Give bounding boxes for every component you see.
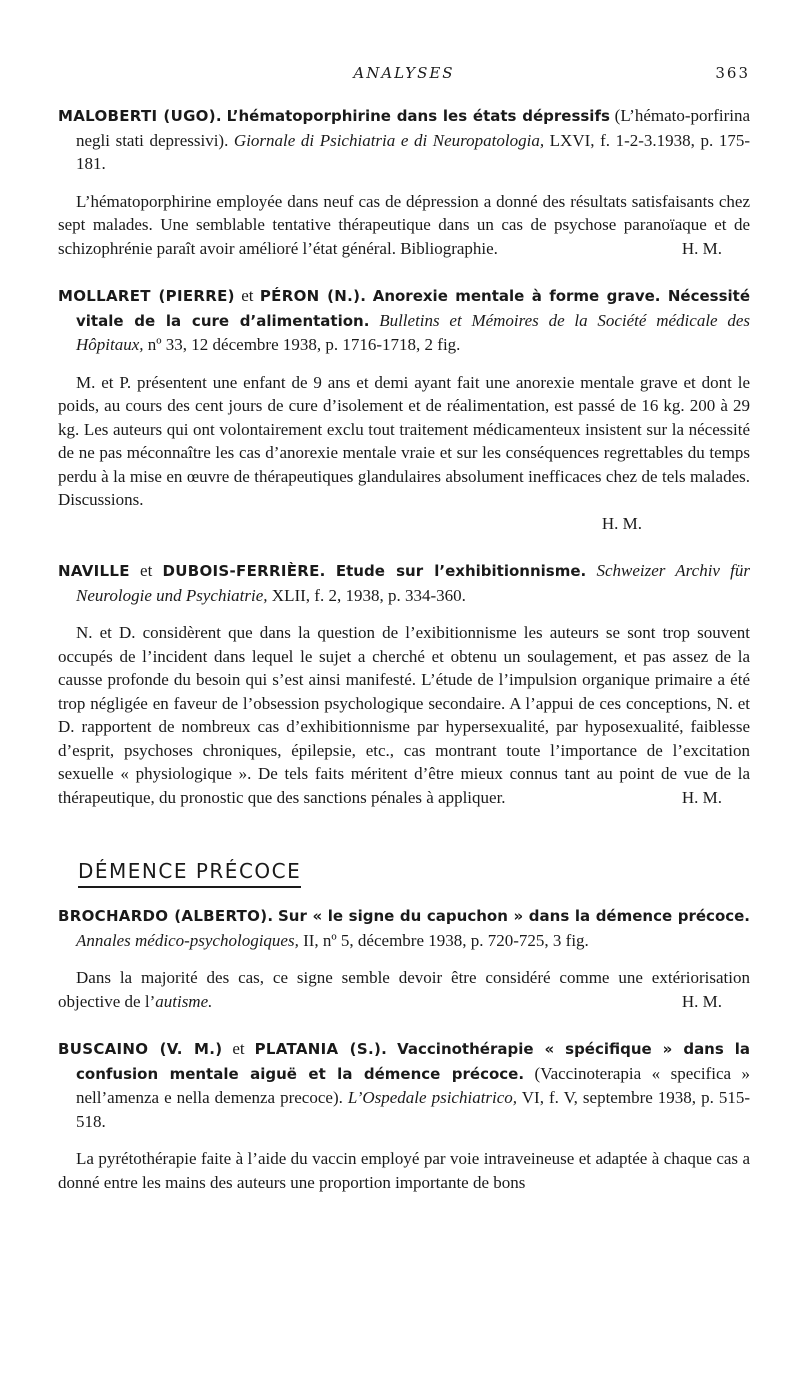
abstract-body: La pyrétothérapie faite à l’aide du vaccin employé par voie intraveineuse et adaptée à chaque cas a donné entre les mains des auteurs une proportion importante de bons [58, 1149, 750, 1192]
author-conjunction: et [129, 561, 163, 580]
abstract-body: M. et P. présentent une enfant de 9 ans et demi ayant fait une anorexie mentale grave et dont le poids, au cours des cent jours de cure d’isolement et de réalimentation, est passé de 16 kg. 200 à 29 kg. Les auteurs qui ont volontairement exclu tout traitement médicamenteux insistent sur la nécessité de ne pas méconnaître les cas d’anorexie mentale vraie et sur les conséquences regrettables du temps perdu à la mise en œuvre de thérapeutiques glandulaires absolument inefficaces chez de tels malades. Discussions. [58, 372, 750, 509]
review-entry-naville [58, 559, 750, 809]
author-conjunction: et [222, 1039, 255, 1058]
journal-name: Bulletins et Mémoires de la Société médicale des Hôpitaux, [76, 310, 751, 354]
running-header [58, 64, 750, 90]
review-entry-maloberti [58, 104, 750, 260]
review-entry-mollaret [58, 284, 750, 535]
author-name: NAVILLE [58, 562, 130, 580]
citation [58, 104, 750, 176]
article-title: Sur « le signe du capuchon » dans la démence précoce. [278, 907, 751, 925]
original-title: (L’hémato-porfirina negli stati depressivi). [76, 106, 751, 150]
journal-name: Schweizer Archiv für Neurologie und Psychiatrie, [76, 561, 751, 605]
reviewer-initials: H. M. [601, 513, 642, 533]
publication-details: LXVI, f. 1-2-3.1938, p. 175-181. [76, 130, 750, 173]
abstract-text [58, 190, 750, 261]
abstract-term: autisme. [155, 991, 213, 1011]
page-number: 363 [715, 64, 750, 82]
citation [58, 1037, 750, 1133]
reviewer-initials: H. M. [681, 787, 722, 807]
article-title: Etude sur l’exhibitionnisme. [335, 562, 587, 580]
author-conjunction: et [234, 286, 260, 305]
abstract-text [58, 371, 750, 512]
abstract-body: Dans la majorité des cas, ce signe semble devoir être considéré comme une extériorisation objective de l’ [58, 968, 750, 1011]
running-title: ANALYSES [353, 64, 455, 82]
publication-details: II, nº 5, décembre 1938, p. 720-725, 3 fig. [298, 930, 589, 950]
publication-details: XLII, f. 2, 1938, p. 334-360. [267, 585, 466, 605]
author-name-2: DUBOIS-FERRIÈRE. [162, 562, 326, 580]
reviewer-initials: H. M. [681, 991, 722, 1011]
article-title: Anorexie mentale à forme grave. Nécessité vitale de la cure d’alimentation. [76, 287, 751, 330]
author-name-2: PÉRON (N.). [259, 287, 367, 305]
citation [58, 904, 750, 952]
section-heading: DÉMENCE PRÉCOCE [78, 859, 301, 888]
journal-name: Annales médico-psychologiques, [76, 930, 299, 950]
article-title: L’hématoporphirine dans les états dépressifs [226, 107, 610, 125]
citation [58, 559, 750, 607]
author-name: BUSCAINO (V. M.) [58, 1040, 223, 1058]
author-name: BROCHARDO (ALBERTO). [58, 907, 274, 925]
abstract-text [58, 966, 750, 1013]
citation [58, 284, 750, 357]
abstract-text [58, 621, 750, 809]
journal-name: Giornale di Psichiatria e di Neuropatologia, [233, 130, 545, 150]
publication-details: VI, f. V, septembre 1938, p. 515-518. [76, 1088, 750, 1131]
abstract-body: N. et D. considèrent que dans la question de l’exibitionnisme les auteurs se sont trop souvent occupés de l’incident dans lequel le sujet a cherché et obtenu un soulagement, et pas assez de la causse profonde du besoin qui s’est ainsi manifesté. L’étude de l’impulsion organique primaire a été trop négligée en faveur de l’obsession psychologique secondaire. A l’appui de ces conceptions, N. et D. rapportent de nombreux cas d’exhibitionnisme par hypersexualité, par hyposexualité, faiblesse d’esprit, psychoses chroniques, épilepsie, etc., cas montrant toute l’importance de l’excitation sexuelle « physiologique ». De tels faits méritent d’être mieux connus tant au point de vue de la thérapeutique, du pronostic que des sanctions pénales à appliquer. [58, 623, 750, 807]
reviewer-initials: H. M. [681, 238, 722, 258]
abstract-text [58, 1147, 750, 1194]
review-entry-buscaino [58, 1037, 750, 1194]
publication-details: nº 33, 12 décembre 1938, p. 1716-1718, 2 fig. [143, 335, 461, 354]
journal-name: L’Ospedale psichiatrico, [347, 1088, 518, 1107]
author-name: MALOBERTI (UGO). [58, 107, 222, 125]
author-name: MOLLARET (PIERRE) [58, 287, 235, 305]
original-title: (Vaccinoterapia « specifica » nell’amenza e nella demenza precoce). [76, 1063, 750, 1107]
article-title: Vaccinothérapie « spécifique » dans la confusion mentale aiguë et la démence précoce. [76, 1040, 751, 1083]
abstract-body: L’hématoporphirine employée dans neuf cas de dépression a donné des résultats satisfaisants chez sept malades. Une semblable tentative thérapeutique dans un cas de psychose paranoïaque et de schizophrénie paraît avoir amélioré l’état général. Bibliographie. [58, 191, 750, 258]
review-entry-brochardo [58, 904, 750, 1013]
author-name-2: PLATANIA (S.). [254, 1040, 388, 1058]
